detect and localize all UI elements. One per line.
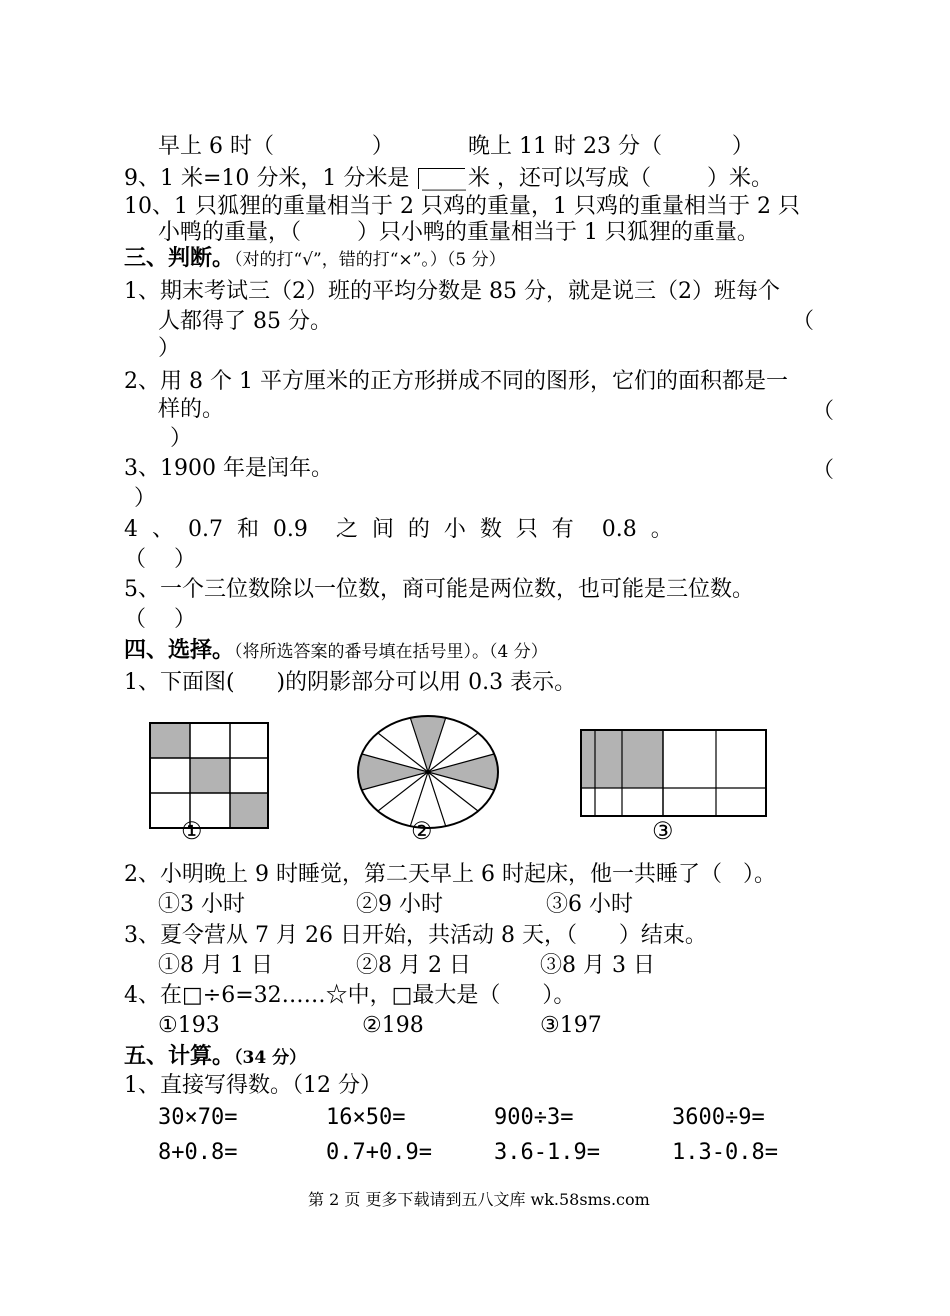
q8-evening-blank: 晚上 11 时 23 分（ ） <box>468 134 754 159</box>
calc-item: 0.7+0.9= <box>326 1140 432 1165</box>
judge2-line1: 2、用 8 个 1 平方厘米的正方形拼成不同的图形，它们的面积都是一 <box>124 369 788 394</box>
calc-title: 1、直接写得数。（12 分） <box>124 1073 382 1098</box>
fig2-shaded-sector <box>410 715 446 772</box>
calc-item: 3.6-1.9= <box>494 1140 600 1165</box>
judge3-paren-right: ） <box>134 486 157 511</box>
judge5-paren: （ ） <box>124 607 196 632</box>
judge1-line1: 1、期末考试三（2）班的平均分数是 85 分，就是说三（2）班每个 <box>124 279 780 304</box>
fig2-shaded-sector <box>428 754 499 790</box>
calc-item: 900÷3= <box>494 1105 574 1130</box>
q9-text-b: 米 ，还可以写成（ ）米。 <box>468 166 773 191</box>
choice4-option3: ③197 <box>540 1013 602 1038</box>
choice4-option2: ②198 <box>362 1013 424 1038</box>
judge2-line2: 样的。 <box>158 397 225 422</box>
choice2-option3: ③6 小时 <box>546 892 633 917</box>
choice4-option1: ①193 <box>158 1013 220 1038</box>
calc-item: 16×50= <box>326 1105 406 1130</box>
section5-title: 五、计算。 <box>124 1043 235 1069</box>
fig1-shaded-cell <box>230 793 268 828</box>
choice2-text: 2、小明晚上 9 时睡觉，第二天早上 6 时起床，他一共睡了（ ）。 <box>124 862 776 887</box>
choice1-text: 1、下面图( )的阴影部分可以用 0.3 表示。 <box>124 670 577 695</box>
calc-item: 3600÷9= <box>672 1105 765 1130</box>
fig2-shaded-sector <box>358 754 428 790</box>
figure1-label: ① <box>181 817 203 845</box>
fig1-shaded-cell <box>190 758 230 793</box>
figure2-circle <box>358 715 499 828</box>
figure3-label: ③ <box>652 817 674 845</box>
judge1-paren-right: ） <box>158 336 181 361</box>
fig1-shaded-cell <box>150 723 190 758</box>
choice4-text: 4、在□÷6=32……☆中，□最大是（ ）。 <box>124 983 576 1008</box>
q9-blank: ____ <box>422 166 466 191</box>
choice2-option1: ①3 小时 <box>158 892 245 917</box>
judge1-paren-left: （ <box>792 309 815 334</box>
choice3-text: 3、夏令营从 7 月 26 日开始，共活动 8 天，（ ）结束。 <box>124 923 707 948</box>
judge3-paren-left: （ <box>812 458 835 483</box>
section5-heading <box>124 1043 306 1071</box>
q10-line2: 小鸭的重量，（ ）只小鸭的重量相当于 1 只狐狸的重量。 <box>158 220 759 245</box>
q10-line1: 10、1 只狐狸的重量相当于 2 只鸡的重量，1 只鸡的重量相当于 2 只 <box>124 194 800 219</box>
section4-title: 四、选择。 <box>124 637 235 663</box>
judge4-paren: （ ） <box>124 547 196 572</box>
calc-item: 30×70= <box>158 1105 238 1130</box>
section5-note: （34 分） <box>234 1048 307 1068</box>
figure1-grid <box>150 723 268 828</box>
q9-text: 9、1 米=10 分米，1 分米是 <box>124 166 410 191</box>
judge4-text: 4 、 0.7 和 0.9 之 间 的 小 数 只 有 0.8 。 <box>124 517 673 542</box>
choice3-option1: ①8 月 1 日 <box>158 953 273 978</box>
page-footer: 第 2 页 更多下载请到五八文库 wk.58sms.com <box>308 1190 650 1209</box>
judge2-paren-left: （ <box>812 399 835 424</box>
q8-morning-blank: 早上 6 时（ ） <box>158 134 394 159</box>
choice3-option3: ③8 月 3 日 <box>540 953 655 978</box>
figure2-label: ② <box>411 817 433 845</box>
judge5-text: 5、一个三位数除以一位数，商可能是两位数，也可能是三位数。 <box>124 577 754 602</box>
judge2-paren-right: ） <box>170 426 193 451</box>
calc-item: 8+0.8= <box>158 1140 238 1165</box>
calc-item: 1.3-0.8= <box>672 1140 778 1165</box>
choice2-option2: ②9 小时 <box>356 892 443 917</box>
section3-title: 三、判断。 <box>124 245 235 271</box>
choice3-option2: ②8 月 2 日 <box>356 953 471 978</box>
figure3-rect <box>581 730 766 816</box>
section3-note: （对的打“√”，错的打“×”。）（5 分） <box>234 250 506 270</box>
judge1-line2: 人都得了 85 分。 <box>158 309 332 334</box>
section4-note: （将所选答案的番号填在括号里）。（4 分） <box>234 642 548 662</box>
judge3-text: 3、1900 年是闰年。 <box>124 456 333 481</box>
